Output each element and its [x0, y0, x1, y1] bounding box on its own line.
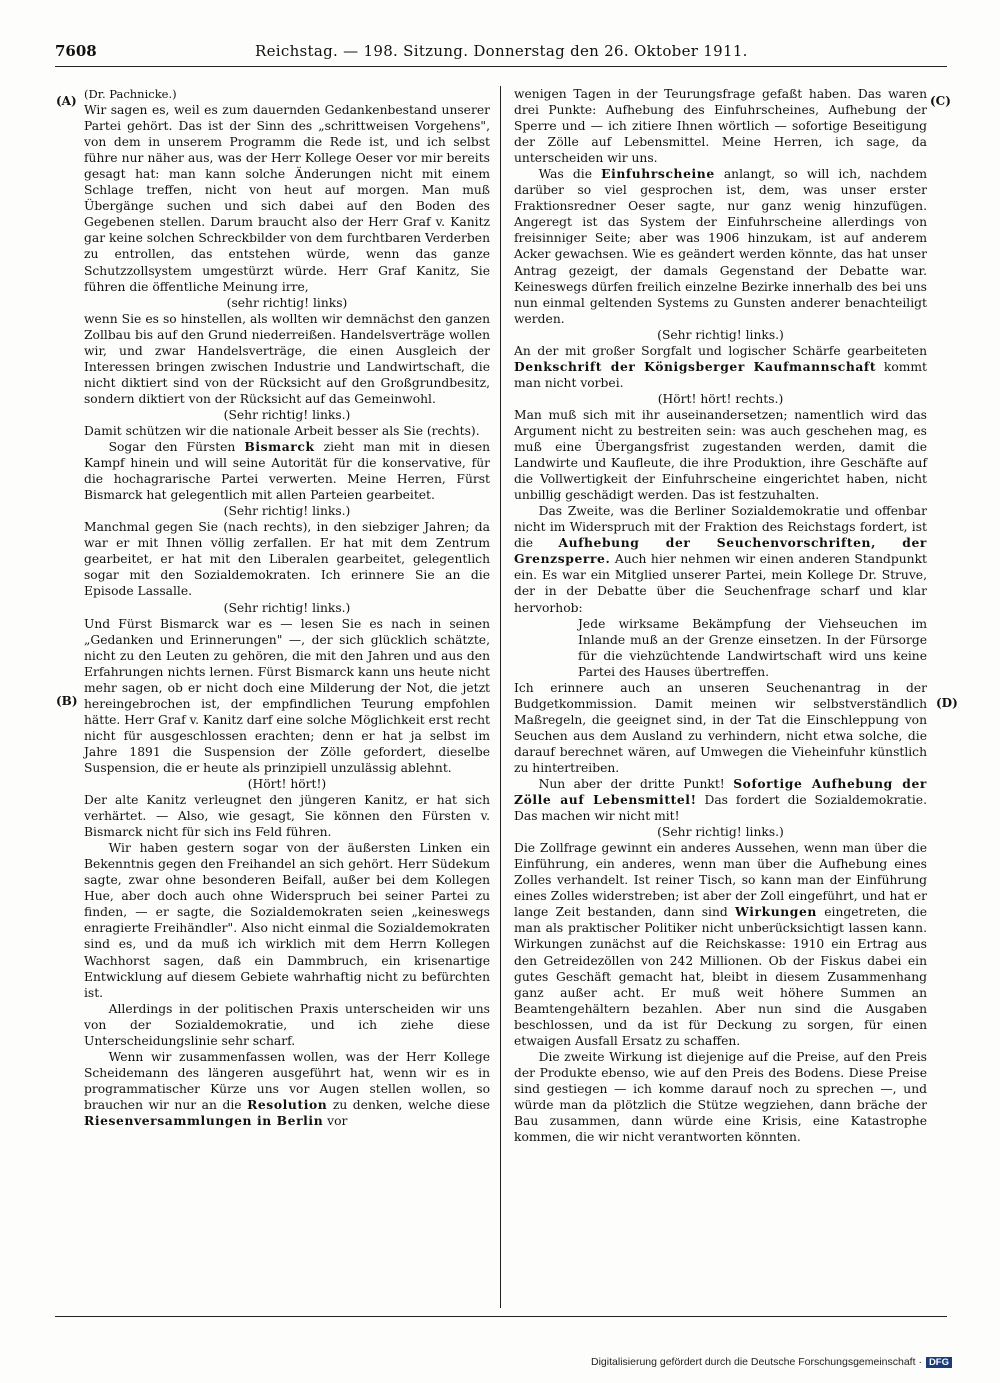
emphasis: Einfuhrscheine	[601, 166, 715, 182]
paragraph: Ich erinnere auch an unseren Seuchenantrag in der Budgetkommission. Damit meinen wir selbstverständlich Maßregeln, die geeignet sind, in der Tat die Einschleppung von Seuchen aus dem Ausland zu verhindern, nicht etwa solche, die darauf berechnet wären, auf Umwegen die Vieheinfuhr künstlich zu hintertreiben.	[514, 680, 927, 775]
emphasis: Wirkungen	[735, 904, 817, 920]
emphasis: Bismarck	[244, 439, 315, 455]
margin-mark-a: (A)	[56, 94, 77, 108]
paragraph: Wenn wir zusammenfassen wollen, was der Herr Kollege Scheidemann des längeren ausgeführt hat, wenn wir es in programmatischer Kürze uns vor Augen stellen wollen, so brauchen wir nur an die Resolution zu denken, welche diese Riesenversammlungen in Berlin vor	[84, 1049, 490, 1128]
paragraph: Was die Einfuhrscheine anlangt, so will ich, nachdem darüber so viel gesprochen ist, dem, was unser erster Fraktionsredner Oeser sagte, nur ganz wenig hinzufügen. Angeregt ist das System der Einfuhrscheine allerdings von freisinniger Seite; aber was 1906 hinzukam, ist auf anderem Acker gewachsen. Wie es geändert werden könnte, das hat unser Antrag gezeigt, der damals Gegenstand der Debatte war. Keineswegs dürfen freilich einzelne Bezirke innerhalb des bei uns nun einmal geltenden Systems zu Gunsten anderer benachteiligt werden.	[514, 166, 927, 326]
paragraph: Man muß sich mit ihr auseinandersetzen; namentlich wird das Argument nicht zu bestreiten sein: was auch geschehen mag, es muß eine Übergangsfrist zugestanden werden, damit die Landwirte und Kaufleute, die ihre Produktion, ihre Geschäfte auf die Vollwertigkeit der Einfuhrscheine eingerichtet haben, nicht unbillig geschädigt werden. Das ist festzuhalten.	[514, 407, 927, 503]
paragraph: Wir sagen es, weil es zum dauernden Gedankenbestand unserer Partei gehört. Das ist der Sinn des „schrittweisen Vorgehens", von dem in unserem Programm die Rede ist, und ich selbst führe nur näher aus, was der Herr Kollege Oeser vor mir bereits gesagt hat: man kann solche Änderungen nicht mit einem Schlage treffen, nicht von heut auf morgen. Man muß Übergänge suchen und sich dabei auf den Boden des Gegebenen stellen. Darum braucht also der Herr Graf v. Kanitz gar keine solchen Schreckbilder von dem furchtbaren Verderben zu entrollen, das entstehen würde, wenn das ganze Schutzzollsystem umgestürzt würde. Herr Graf Kanitz, Sie führen die öffentliche Meinung irre,	[84, 103, 490, 294]
paragraph: Damit schützen wir die nationale Arbeit besser als Sie (rechts).	[84, 423, 480, 438]
right-column	[514, 86, 927, 1145]
interjection: (Sehr richtig! links.)	[657, 825, 784, 840]
funding-note: Digitalisierung gefördert durch die Deutsche Forschungsgemeinschaft ·	[591, 1356, 922, 1368]
paragraph: Und Fürst Bismarck war es — lesen Sie es nach in seinen „Gedanken und Erinnerungen" —, der sich glücklich schätzte, nicht zu den Leuten zu gehören, die mit den Jahren und aus den Erfahrungen nichts lernen. Fürst Bismarck kann uns heute nicht mehr sagen, ob er nicht doch eine Milderung der Not, die jetzt hereingebrochen ist, der empfindlichen Teurung empfohlen hätte. Herr Graf v. Kanitz darf eine solche Möglichkeit erst recht nicht für ausgeschlossen erachten; denn er hat ja selbst im Jahre 1891 die Suspension der Zölle gefordert, dieselbe Suspension, die er heute als prinzipiell unzulässig ablehnt.	[84, 616, 490, 775]
interjection: (Sehr richtig! links.)	[223, 407, 351, 422]
paragraph: Das Zweite, was die Berliner Sozialdemokratie und offenbar nicht im Widerspruch mit der Fraktion des Reichstags fordert, ist die Aufhebung der Seuchenvorschriften, der Grenzsperre. Auch hier nehmen wir einen anderen Standpunkt ein. Es war ein Mitglied unserer Partei, mein Kollege Dr. Struve, der in der Debatte über die Seuchenfrage scharf und klar hervorhob:	[514, 504, 927, 615]
paragraph: An der mit großer Sorgfalt und logischer Schärfe gearbeiteten Denkschrift der Königsberger Kaufmannschaft kommt man nicht vorbei.	[514, 343, 927, 390]
paragraph: Sogar den Fürsten Bismarck zieht man mit in diesen Kampf hinein und will seine Autorität für die konservative, für die hochagrarische Partei verwerten. Meine Herren, Fürst Bismarck hat gelegentlich mit allen Parteien gearbeitet.	[84, 439, 491, 503]
emphasis: Riesenversammlungen in Berlin	[84, 1113, 324, 1128]
paragraph: Wir haben gestern sogar von der äußersten Linken ein Bekenntnis gegen den Freihandel an sich gehört. Herr Südekum sagte, zwar ohne besonderen Beifall, außer bei dem Kollegen Hue, aber doch auch ohne Widerspruch bei seiner Partei zu finden, — er sagte, die Sozialdemokraten seien „keineswegs enragierte Freihändler". Also nicht einmal die Sozialdemokraten sind es, und da muß ich wirklich mit dem Herrn Kollegen Wachhorst sagen, daß ein Dammbruch, ein krisenartige Entwicklung auf diesem Gebiete wahrhaftig nicht zu befürchten ist.	[84, 841, 490, 1000]
paragraph: Allerdings in der politischen Praxis unterscheiden wir uns von der Sozialdemokratie, und ich ziehe diese Unterscheidungslinie sehr scharf.	[84, 1001, 490, 1048]
running-title: Reichstag. — 198. Sitzung. Donnerstag den 26. Oktober 1911.	[255, 42, 748, 60]
emphasis: Sofortige Aufhebung der Zölle auf Lebensmittel!	[514, 776, 927, 808]
paragraph: Manchmal gegen Sie (nach rechts), in den siebziger Jahren; da war er mit Ihnen völlig zerfallen. Er hat mit dem Zentrum gearbeitet, er hat mit den Liberalen gearbeitet, gelegentlich sogar mit den Sozialdemokraten. Ich erinnere Sie an die Episode Lassalle.	[84, 520, 490, 599]
emphasis: Denkschrift der Königsberger Kaufmannschaft	[514, 358, 877, 374]
margin-mark-d: (D)	[936, 696, 958, 710]
paragraph: wenn Sie es so hinstellen, als wollten wir demnächst den ganzen Zollbau bis auf den Grund niederreißen. Handelsverträge wollen wir, und zwar Handelsverträge, die einen Ausgleich der Interessen bringen zwischen Industrie und Landwirtschaft, die nicht diktiert sind von der Rücksicht auf den Großgrundbesitz, sondern diktiert von der Rücksicht auf das Gemeinwohl.	[84, 311, 490, 406]
emphasis: Aufhebung der Seuchenvorschriften, der Grenzsperre.	[514, 535, 927, 567]
left-column	[84, 86, 490, 1129]
emphasis: Resolution	[247, 1096, 328, 1112]
paragraph: wenigen Tagen in der Teurungsfrage gefaßt haben. Das waren drei Punkte: Aufhebung des Einfuhrscheines, Aufhebung der Sperre und — ich zitiere Ihnen wörtlich — sofortige Beseitigung der Zölle auf Lebensmittel. Meine Herren, ich sage, da unterscheiden wir uns.	[514, 87, 927, 166]
speaker-tag: (Dr. Pachnicke.)	[84, 87, 177, 101]
margin-mark-b: (B)	[56, 694, 78, 708]
dfg-logo: DFG	[926, 1357, 952, 1368]
column-divider	[500, 86, 501, 1308]
interjection: (Sehr richtig! links.)	[223, 600, 351, 615]
interjection: (Sehr richtig! links.)	[657, 327, 784, 342]
margin-mark-c: (C)	[930, 94, 951, 108]
page-number: 7608	[55, 42, 97, 60]
interjection: (sehr richtig! links)	[226, 295, 348, 310]
interjection: (Hört! hört!)	[247, 777, 327, 792]
page-header	[55, 40, 947, 64]
paragraph: Die Zollfrage gewinnt ein anderes Aussehen, wenn man über die Einführung, ein anderes, wenn man über die Aufhebung eines Zolles verhandelt. Ist reiner Tisch, so kann man der Einführung eines Zolles widerstreben; ist aber der Zoll eingeführt, und hat er lange Zeit bestanden, dann sind Wirkungen eingetreten, die man als praktischer Politiker nicht unberücksichtigt lassen kann. Wirkungen zunächst auf die Reichskasse: 1910 ein Ertrag aus den Getreidezöllen von 242 Millionen. Ob der Fiskus dabei ein gutes Geschäft gemacht hat, bleibt in diesem Zusammenhang ganz außer acht. Er muß weit höhere Summen an Beamtengehältern bezahlen. Aber nun sind die Ausgaben beschlossen, und da ist für Deckung zu sorgen, für einen etwaigen Ausfall Ersatz zu schaffen.	[514, 841, 927, 1048]
paragraph: Die zweite Wirkung ist diejenige auf die Preise, auf den Preis der Produkte ebenso, wie auf den Preis des Bodens. Diese Preise sind gestiegen — ich komme darauf noch zu sprechen —, und würde man da plötzlich die Stütze wegziehen, dann bräche der Bau zusammen, dann würde eine Krisis, eine Katastrophe kommen, die wir nicht verantworten könnten.	[514, 1049, 927, 1145]
interjection: (Hört! hört! rechts.)	[657, 391, 784, 406]
paragraph: Nun aber der dritte Punkt! Sofortige Aufhebung der Zölle auf Lebensmittel! Das fordert die Sozialdemokratie. Das machen wir nicht mit!	[514, 776, 927, 824]
header-rule	[55, 66, 947, 67]
funding-footer	[591, 1356, 952, 1368]
paragraph: Der alte Kanitz verleugnet den jüngeren Kanitz, er hat sich verhärtet. — Also, wie gesagt, Sie können den Fürsten v. Bismarck nicht für sich ins Feld führen.	[84, 793, 490, 840]
block-quote: Jede wirksame Bekämpfung der Viehseuchen im Inlande muß an der Grenze einsetzen. In der Fürsorge für die viehzüchtende Landwirtschaft wird uns keine Partei des Hauses übertreffen.	[578, 616, 927, 679]
interjection: (Sehr richtig! links.)	[223, 504, 351, 519]
footer-rule	[55, 1316, 947, 1317]
